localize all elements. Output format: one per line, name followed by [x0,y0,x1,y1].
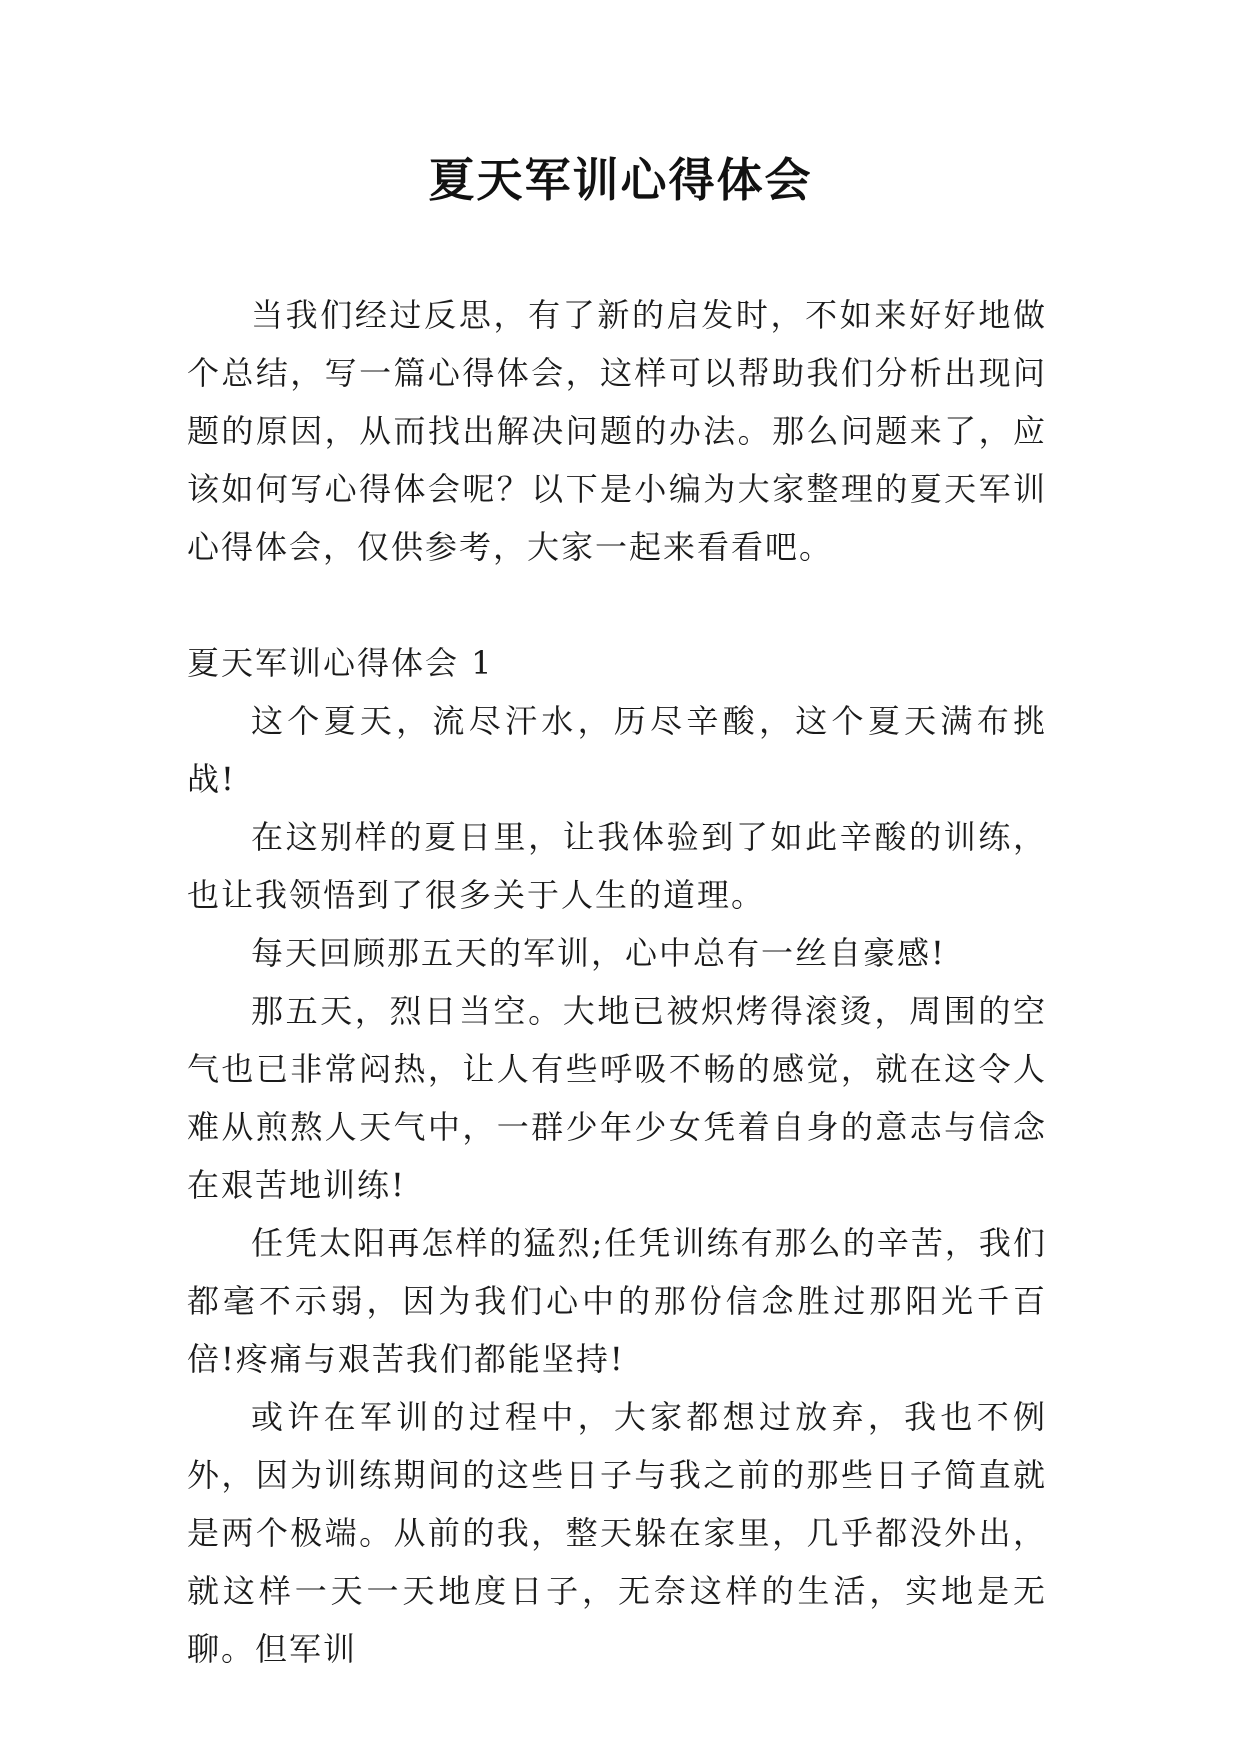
body-paragraph: 那五天，烈日当空。大地已被炽烤得滚烫，周围的空气也已非常闷热，让人有些呼吸不畅的感觉，就在这令人难从煎熬人天气中，一群少年少女凭着自身的意志与信念在艰苦地训练! [187,992,1047,1204]
body-paragraph: 或许在军训的过程中，大家都想过放弃，我也不例外，因为训练期间的这些日子与我之前的那些日子简直就是两个极端。从前的我，整天躲在家里，几乎都没外出，就这样一天一天地度日子，无奈这样的生活，实地是无聊。但军训 [187,1398,1047,1668]
document-body [187,286,1047,1678]
body-paragraph: 在这别样的夏日里，让我体验到了如此辛酸的训练，也让我领悟到了很多关于人生的道理。 [187,818,1047,914]
section-heading: 夏天军训心得体会 1 [187,644,494,682]
body-paragraph: 任凭太阳再怎样的猛烈;任凭训练有那么的辛苦，我们都毫不示弱，因为我们心中的那份信念胜过那阳光千百倍!疼痛与艰苦我们都能坚持! [187,1224,1047,1378]
body-paragraph: 这个夏天，流尽汗水，历尽辛酸，这个夏天满布挑战! [187,702,1047,798]
document-title: 夏天军训心得体会 [428,153,813,207]
intro-paragraph: 当我们经过反思，有了新的启发时，不如来好好地做个总结，写一篇心得体会，这样可以帮助我们分析出现问题的原因，从而找出解决问题的办法。那么问题来了，应该如何写心得体会呢？以下是小编为大家整理的夏天军训心得体会，仅供参考，大家一起来看看吧。 [187,296,1047,566]
body-paragraph: 每天回顾那五天的军训，心中总有一丝自豪感! [251,934,946,972]
